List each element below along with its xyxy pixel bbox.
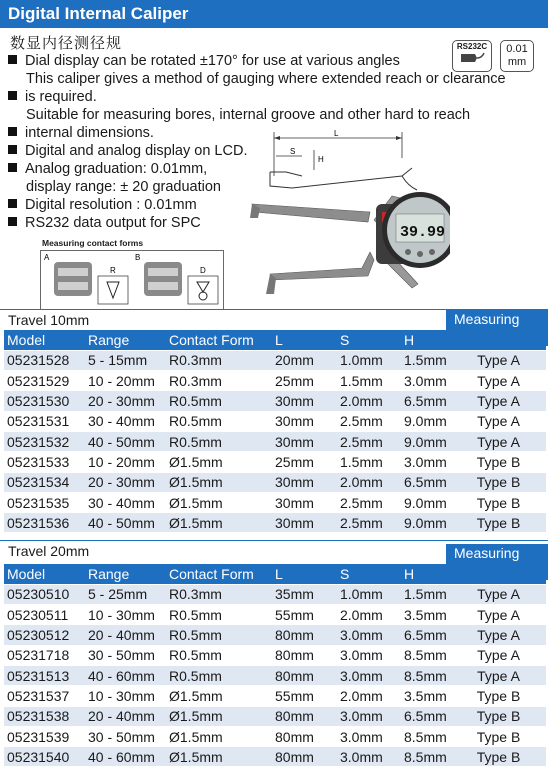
- table-cell: Type A: [448, 605, 546, 625]
- table-cell: Type A: [448, 645, 546, 665]
- description-text: display range: ± 20 graduation: [26, 179, 221, 195]
- table-cell: 8.5mm: [401, 747, 448, 767]
- table-cell: 35mm: [272, 584, 337, 604]
- table-cell: Type A: [448, 431, 546, 451]
- table-cell: 6.5mm: [401, 706, 448, 726]
- table-cell: 8.5mm: [401, 645, 448, 665]
- travel-10-table: [4, 330, 546, 533]
- table-cell: 05231539: [4, 726, 85, 746]
- table-cell: R0.5mm: [166, 411, 272, 431]
- column-header-l: L: [272, 330, 337, 350]
- table-cell: 05231532: [4, 431, 85, 451]
- description-line: [8, 52, 528, 70]
- table-row: [4, 391, 546, 411]
- table-cell: 20mm: [272, 350, 337, 370]
- measuring-header-line1: Measuring: [454, 311, 520, 327]
- table-cell: R0.5mm: [166, 605, 272, 625]
- table-row: [4, 431, 546, 451]
- table-cell: 2.0mm: [337, 391, 401, 411]
- table-cell: 2.0mm: [337, 605, 401, 625]
- table-cell: 20 - 30mm: [85, 391, 166, 411]
- table-cell: 10 - 30mm: [85, 686, 166, 706]
- column-header-contact: Contact Form: [166, 330, 272, 350]
- table-cell: 2.0mm: [337, 472, 401, 492]
- resolution-unit: mm: [507, 56, 527, 68]
- table-row: [4, 411, 546, 431]
- table-cell: Ø1.5mm: [166, 686, 272, 706]
- table-row: [4, 605, 546, 625]
- form-b-label: B: [135, 253, 141, 262]
- table-cell: Ø1.5mm: [166, 452, 272, 472]
- table-row: [4, 350, 546, 370]
- table-cell: Type A: [448, 665, 546, 685]
- table-cell: 05231528: [4, 350, 85, 370]
- table-cell: Type B: [448, 726, 546, 746]
- table-header-row: [4, 564, 546, 584]
- table-cell: 3.0mm: [337, 645, 401, 665]
- lcd-reading: 39.99: [400, 224, 446, 241]
- table-cell: 80mm: [272, 747, 337, 767]
- description-line: [8, 70, 528, 88]
- table-row: [4, 452, 546, 472]
- table-cell: 1.5mm: [337, 452, 401, 472]
- column-header-measuring: [448, 330, 546, 350]
- table-cell: 20 - 40mm: [85, 625, 166, 645]
- table-cell: 3.5mm: [401, 605, 448, 625]
- table-cell: 10 - 20mm: [85, 371, 166, 391]
- table-row: [4, 726, 546, 746]
- table-cell: 30mm: [272, 472, 337, 492]
- table-cell: 30 - 40mm: [85, 492, 166, 512]
- caliper-product-image: [250, 168, 450, 308]
- table-cell: R0.5mm: [166, 625, 272, 645]
- table-cell: 05231536: [4, 513, 85, 533]
- table-cell: Type B: [448, 513, 546, 533]
- table-cell: 05231538: [4, 706, 85, 726]
- table-cell: R0.3mm: [166, 371, 272, 391]
- table-cell: 3.0mm: [401, 452, 448, 472]
- description-text: internal dimensions.: [25, 125, 154, 141]
- table-cell: 6.5mm: [401, 472, 448, 492]
- table-cell: 25mm: [272, 371, 337, 391]
- travel-20-table: [4, 564, 546, 767]
- table-cell: 80mm: [272, 726, 337, 746]
- table-cell: 1.5mm: [401, 350, 448, 370]
- description-text: Analog graduation: 0.01mm,: [25, 161, 208, 177]
- table-cell: 9.0mm: [401, 411, 448, 431]
- column-header-range: Range: [85, 330, 166, 350]
- table-cell: 55mm: [272, 605, 337, 625]
- table-cell: 9.0mm: [401, 492, 448, 512]
- column-header-s: S: [337, 564, 401, 584]
- table-cell: Type B: [448, 492, 546, 512]
- table-row: [4, 747, 546, 767]
- table-cell: Type A: [448, 350, 546, 370]
- travel-20-label: Travel 20mm: [8, 543, 90, 559]
- table-cell: 1.5mm: [401, 584, 448, 604]
- table-cell: Type A: [448, 391, 546, 411]
- table-row: [4, 584, 546, 604]
- section-divider: [0, 540, 548, 541]
- table-row: [4, 706, 546, 726]
- contact-forms-illustration: [40, 250, 224, 310]
- table-row: [4, 492, 546, 512]
- form-a-label: A: [44, 253, 50, 262]
- table-cell: 10 - 30mm: [85, 605, 166, 625]
- table-cell: Ø1.5mm: [166, 726, 272, 746]
- table-cell: Type B: [448, 747, 546, 767]
- table-cell: Type A: [448, 625, 546, 645]
- table-cell: Type A: [448, 411, 546, 431]
- table-cell: 80mm: [272, 706, 337, 726]
- column-header-contact: Contact Form: [166, 564, 272, 584]
- table-cell: Type B: [448, 452, 546, 472]
- description-text: RS232 data output for SPC: [25, 215, 201, 231]
- table-cell: 1.0mm: [337, 350, 401, 370]
- table-cell: 80mm: [272, 645, 337, 665]
- resolution-value: 0.01: [506, 43, 528, 55]
- table-cell: 2.5mm: [337, 431, 401, 451]
- table-cell: 3.0mm: [337, 726, 401, 746]
- table-cell: 20 - 40mm: [85, 706, 166, 726]
- table-row: [4, 513, 546, 533]
- table-cell: Type A: [448, 371, 546, 391]
- table-row: [4, 686, 546, 706]
- table-cell: 05230512: [4, 625, 85, 645]
- table-cell: 25mm: [272, 452, 337, 472]
- table-cell: 3.0mm: [337, 747, 401, 767]
- table-cell: 3.0mm: [337, 706, 401, 726]
- description-text: Digital and analog display on LCD.: [25, 143, 248, 159]
- table-cell: R0.5mm: [166, 645, 272, 665]
- table-cell: Type B: [448, 686, 546, 706]
- dim-h-label: H: [318, 155, 324, 164]
- table-cell: 3.0mm: [337, 665, 401, 685]
- table-cell: 2.5mm: [337, 492, 401, 512]
- table-cell: 1.5mm: [337, 371, 401, 391]
- form-r-label: R: [110, 266, 116, 275]
- description-line: [8, 106, 528, 124]
- chinese-title: 数显内径测径规: [10, 34, 123, 52]
- table-cell: 40 - 60mm: [85, 747, 166, 767]
- page-title: Digital Internal Caliper: [0, 0, 548, 28]
- description-text: Dial display can be rotated ±170° for use at various angles: [25, 53, 400, 69]
- table-cell: 40 - 50mm: [85, 513, 166, 533]
- table-cell: 05231533: [4, 452, 85, 472]
- table-row: [4, 472, 546, 492]
- description-text: Suitable for measuring bores, internal groove and other hard to reach: [26, 107, 471, 123]
- table-cell: Type A: [448, 584, 546, 604]
- dim-l-label: L: [334, 129, 339, 138]
- description-text: is required.: [25, 89, 97, 105]
- table-cell: 80mm: [272, 625, 337, 645]
- table-cell: R0.5mm: [166, 665, 272, 685]
- dim-s-label: S: [290, 147, 296, 156]
- table-cell: Ø1.5mm: [166, 747, 272, 767]
- table-cell: 8.5mm: [401, 726, 448, 746]
- table-cell: 05230510: [4, 584, 85, 604]
- table-cell: 05231537: [4, 686, 85, 706]
- table-cell: 10 - 20mm: [85, 452, 166, 472]
- column-header-model: Model: [4, 564, 85, 584]
- table-cell: Ø1.5mm: [166, 513, 272, 533]
- table-cell: 6.5mm: [401, 625, 448, 645]
- table-row: [4, 645, 546, 665]
- table-cell: 30mm: [272, 492, 337, 512]
- measuring-header-line1: Measuring: [454, 545, 520, 561]
- table-cell: 3.5mm: [401, 686, 448, 706]
- table-cell: Ø1.5mm: [166, 706, 272, 726]
- table-cell: 80mm: [272, 665, 337, 685]
- table-cell: 05230511: [4, 605, 85, 625]
- table-cell: 2.0mm: [337, 686, 401, 706]
- table-cell: 30mm: [272, 431, 337, 451]
- table-cell: 05231530: [4, 391, 85, 411]
- table-cell: 2.5mm: [337, 513, 401, 533]
- column-header-range: Range: [85, 564, 166, 584]
- table-cell: 20 - 30mm: [85, 472, 166, 492]
- table-cell: R0.5mm: [166, 431, 272, 451]
- table-cell: 05231718: [4, 645, 85, 665]
- table-cell: 40 - 50mm: [85, 431, 166, 451]
- table-cell: 30 - 40mm: [85, 411, 166, 431]
- travel-10-label: Travel 10mm: [8, 312, 90, 328]
- table-cell: 40 - 60mm: [85, 665, 166, 685]
- table-cell: R0.3mm: [166, 584, 272, 604]
- table-cell: 3.0mm: [337, 625, 401, 645]
- table-cell: 55mm: [272, 686, 337, 706]
- column-header-h: H: [401, 564, 448, 584]
- table-cell: 05231534: [4, 472, 85, 492]
- description-text: This caliper gives a method of gauging where extended reach or clearance: [26, 71, 506, 87]
- table-cell: 30mm: [272, 411, 337, 431]
- form-d-label: D: [200, 266, 206, 275]
- table-cell: 3.0mm: [401, 371, 448, 391]
- column-header-model: Model: [4, 330, 85, 350]
- table-cell: 5 - 15mm: [85, 350, 166, 370]
- table-cell: 5 - 25mm: [85, 584, 166, 604]
- column-header-h: H: [401, 330, 448, 350]
- column-header-l: L: [272, 564, 337, 584]
- rs232-label: RS232C: [456, 42, 488, 51]
- contact-forms-title: Measuring contact forms: [42, 238, 144, 248]
- column-header-s: S: [337, 330, 401, 350]
- description-line: [8, 88, 528, 106]
- table-cell: Ø1.5mm: [166, 472, 272, 492]
- table-cell: 05231531: [4, 411, 85, 431]
- table-cell: Type B: [448, 706, 546, 726]
- table-cell: Type B: [448, 472, 546, 492]
- table-cell: Ø1.5mm: [166, 492, 272, 512]
- table-row: [4, 371, 546, 391]
- table-cell: 05231529: [4, 371, 85, 391]
- table-cell: 30mm: [272, 391, 337, 411]
- table-cell: R0.5mm: [166, 391, 272, 411]
- table-cell: 2.5mm: [337, 411, 401, 431]
- table-cell: R0.3mm: [166, 350, 272, 370]
- table-cell: 8.5mm: [401, 665, 448, 685]
- table-cell: 30 - 50mm: [85, 645, 166, 665]
- table-cell: 05231513: [4, 665, 85, 685]
- table-cell: 6.5mm: [401, 391, 448, 411]
- table-cell: 05231540: [4, 747, 85, 767]
- description-text: Digital resolution : 0.01mm: [25, 197, 197, 213]
- table-cell: 30mm: [272, 513, 337, 533]
- table-cell: 05231535: [4, 492, 85, 512]
- table-row: [4, 625, 546, 645]
- table-cell: 30 - 50mm: [85, 726, 166, 746]
- table-row: [4, 665, 546, 685]
- column-header-measuring: [448, 564, 546, 584]
- table-cell: 1.0mm: [337, 584, 401, 604]
- table-cell: 9.0mm: [401, 513, 448, 533]
- table-cell: 9.0mm: [401, 431, 448, 451]
- table-header-row: [4, 330, 546, 350]
